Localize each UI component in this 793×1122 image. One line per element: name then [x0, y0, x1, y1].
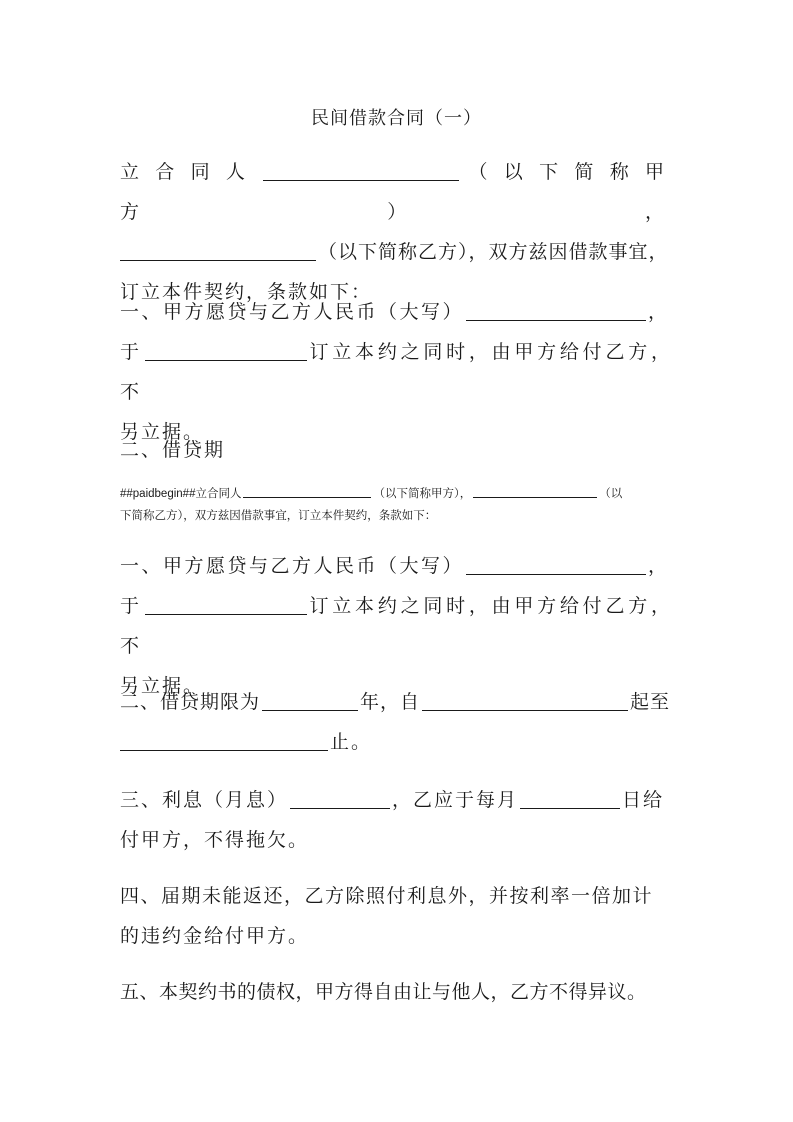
blank-line	[120, 238, 316, 261]
text-segment: ，	[648, 555, 670, 577]
text-segment: 一、甲方愿贷与乙方人民币（大写）	[120, 301, 465, 323]
blank-line	[466, 298, 646, 321]
blank-line	[466, 552, 646, 575]
text-segment: ##paidbegin##立合同人	[120, 488, 242, 500]
text-segment: 的违约金给付甲方。	[120, 925, 310, 947]
text-segment: （以	[599, 488, 623, 500]
blank-line	[145, 592, 307, 615]
blank-line	[473, 485, 597, 498]
text-segment: 于	[120, 341, 143, 363]
text-segment: 订立本件契约，条款如下：	[120, 281, 373, 303]
text-segment: ，乙应于每月	[392, 789, 519, 811]
loan-term-paragraph	[120, 682, 673, 762]
loan-period-heading	[120, 430, 673, 470]
overdue-penalty-paragraph	[120, 876, 673, 956]
blank-line	[290, 786, 390, 809]
blank-line	[520, 786, 620, 809]
text-segment: 五、本契约书的债权，甲方得自由让与他人，乙方不得异议。	[120, 981, 647, 1003]
text-segment: 二、借贷期	[120, 439, 226, 461]
blank-line	[145, 338, 307, 361]
blank-line	[262, 688, 358, 711]
text-segment: 订立本约之同时，由甲方给付乙方，不	[120, 595, 673, 657]
text-segment: 二、借贷期限为	[120, 691, 261, 713]
text-segment: 于	[120, 595, 143, 617]
text-segment: 起至	[630, 691, 671, 713]
text-segment: 日给	[622, 789, 665, 811]
text-segment: 止。	[330, 731, 373, 753]
blank-line	[263, 158, 459, 181]
blank-line	[422, 688, 628, 711]
text-segment: 立合同人	[120, 161, 262, 183]
text-segment: （以下简称乙方），双方兹因借款事宜，	[318, 241, 669, 263]
text-segment: 另立据。	[120, 421, 205, 443]
contract-parties-paragraph	[120, 152, 673, 312]
text-segment: 四、届期未能返还，乙方除照付利息外，并按利率一倍加计	[120, 885, 654, 907]
blank-line	[243, 485, 371, 498]
text-segment: （以下简称甲方），	[373, 488, 472, 500]
text-segment: 付甲方，不得拖欠。	[120, 829, 310, 851]
watermark-paragraph	[120, 483, 673, 527]
document-title: 民间借款合同（一）	[311, 108, 482, 129]
assignment-paragraph	[120, 972, 680, 1012]
text-segment: ，	[648, 301, 670, 323]
text-segment: 年，自	[360, 691, 421, 713]
text-segment: 下简称乙方），双方兹因借款事宜，订立本件契约，条款如下：	[120, 510, 437, 522]
interest-paragraph	[120, 780, 673, 860]
loan-amount-paragraph	[120, 292, 673, 452]
text-segment: 三、利息（月息）	[120, 789, 289, 811]
blank-line	[120, 728, 328, 751]
text-segment: 订立本约之同时，由甲方给付乙方，不	[120, 341, 673, 403]
text-segment: 一、甲方愿贷与乙方人民币（大写）	[120, 555, 465, 577]
text-segment: 另立据。	[120, 675, 205, 697]
text-segment: （以下简称甲方），	[120, 161, 673, 223]
